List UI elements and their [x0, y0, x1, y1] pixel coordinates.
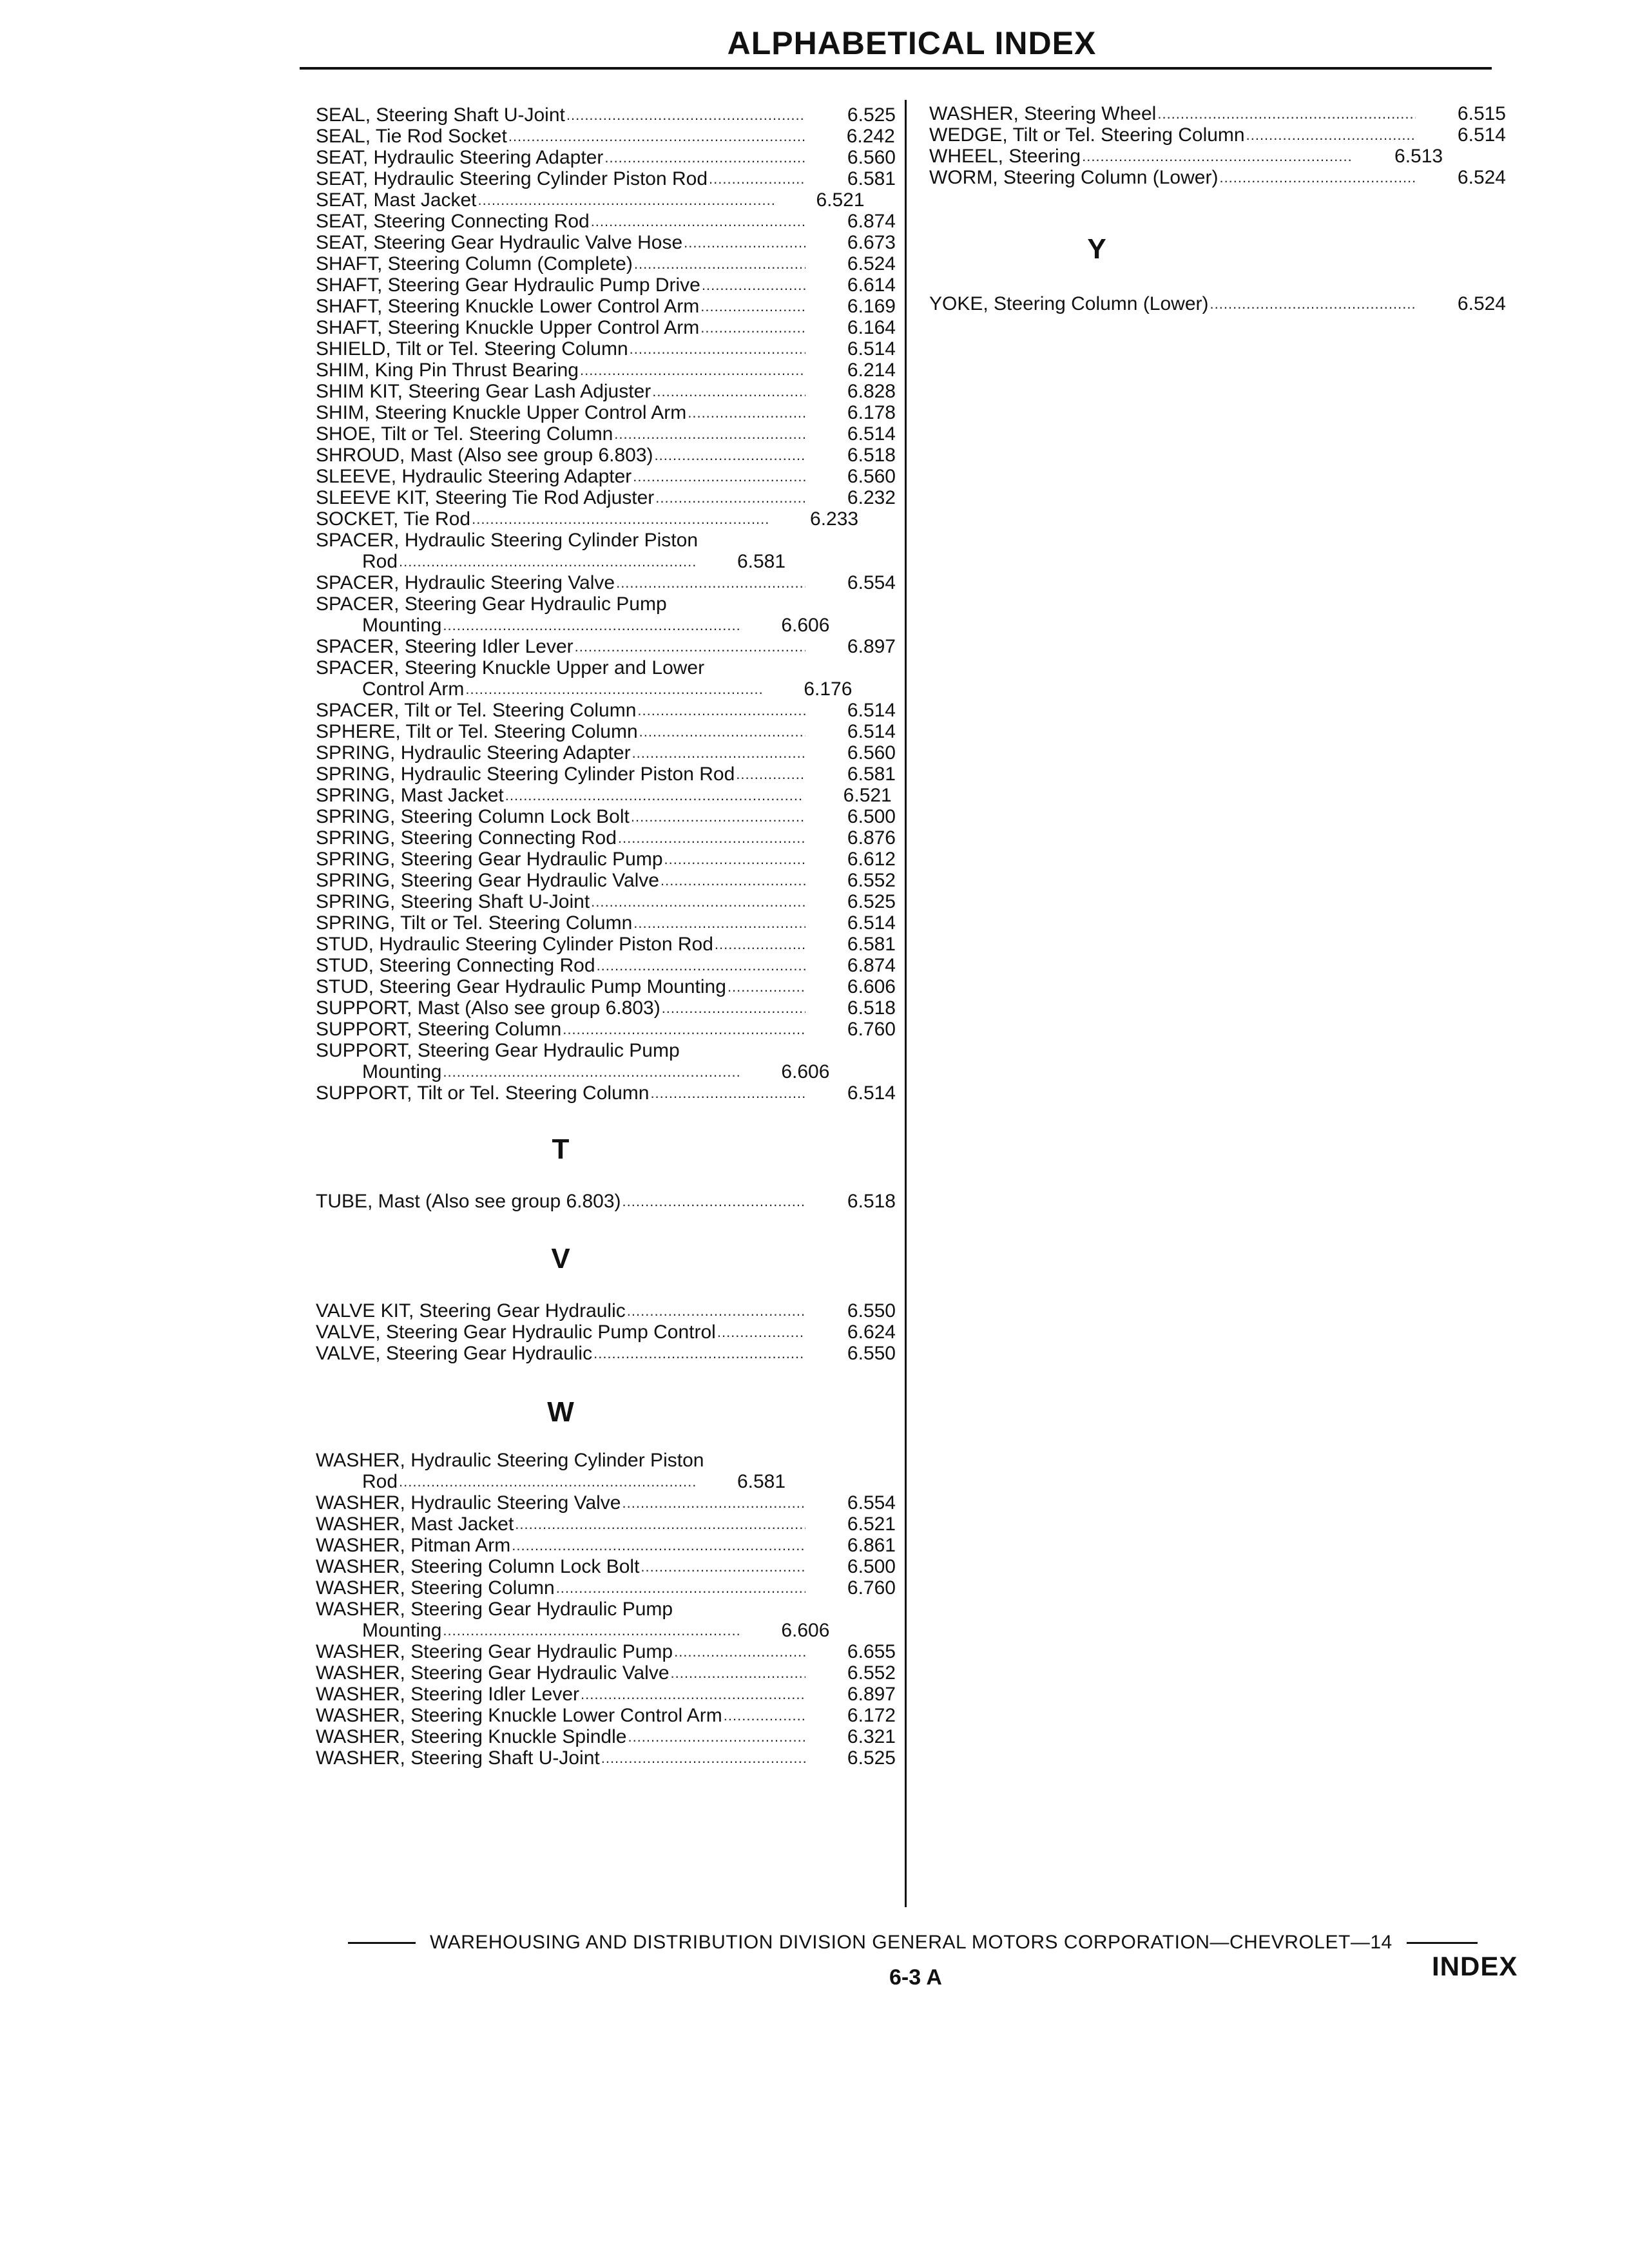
- index-entry: [316, 1019, 896, 1040]
- entry-name: SPRING, Tilt or Tel. Steering Column: [316, 912, 633, 934]
- dot-leader: [618, 827, 805, 849]
- index-entry: [316, 1343, 896, 1364]
- entry-name: WASHER, Steering Knuckle Lower Control Arm: [316, 1705, 722, 1726]
- entry-name: WASHER, Steering Gear Hydraulic Pump: [316, 1599, 673, 1620]
- entry-group-number: 6.214: [847, 360, 896, 381]
- dot-leader: [443, 1620, 739, 1641]
- entry-group-number: 6.524: [1457, 167, 1506, 188]
- entry-group-number: 6.606: [781, 1061, 830, 1082]
- entry-continuation: [316, 1471, 896, 1492]
- entry-group-number: 6.514: [847, 700, 896, 721]
- entry-name: TUBE, Mast (Also see group 6.803): [316, 1191, 621, 1212]
- index-entry: [929, 124, 1506, 146]
- dot-leader: [443, 1061, 739, 1082]
- entry-group-number: 6.624: [847, 1321, 896, 1343]
- entry-group-number: 6.550: [847, 1300, 896, 1321]
- entry-group-number: 6.560: [847, 466, 896, 487]
- index-entry: [316, 211, 896, 232]
- entry-name: SPRING, Hydraulic Steering Cylinder Piston Rod: [316, 764, 735, 785]
- index-entry: [316, 657, 896, 700]
- entry-group-number: 6.552: [847, 1662, 896, 1684]
- dot-leader: [505, 785, 802, 806]
- entry-name-continued: Control Arm: [362, 678, 465, 700]
- entry-name-continued: Mounting: [362, 615, 442, 636]
- entry-name: SPACER, Hydraulic Steering Cylinder Piston: [316, 530, 699, 551]
- entry-name: SPRING, Steering Gear Hydraulic Pump: [316, 849, 663, 870]
- entry-group-number: 6.612: [847, 849, 896, 870]
- entry-name: WASHER, Steering Knuckle Spindle: [316, 1726, 627, 1747]
- entry-group-number: 6.514: [847, 912, 896, 934]
- entry-name: SHAFT, Steering Column (Complete): [316, 253, 633, 274]
- index-entry: [316, 423, 896, 445]
- dot-leader: [566, 104, 805, 126]
- entry-name: WEDGE, Tilt or Tel. Steering Column: [929, 124, 1245, 146]
- entry-name: WASHER, Steering Column Lock Bolt: [316, 1556, 640, 1577]
- index-entry: [316, 1577, 896, 1599]
- dot-leader: [641, 1556, 805, 1577]
- entry-name: WASHER, Steering Wheel: [929, 103, 1157, 124]
- entry-name: SEAL, Tie Rod Socket: [316, 126, 507, 147]
- index-list: [316, 1191, 902, 1212]
- index-entry: [316, 1556, 896, 1577]
- index-entry: [316, 126, 896, 147]
- entry-name: SLEEVE, Hydraulic Steering Adapter: [316, 466, 632, 487]
- entry-name: WORM, Steering Column (Lower): [929, 167, 1219, 188]
- page-title: ALPHABETICAL INDEX: [727, 25, 1097, 61]
- entry-group-number: 6.514: [847, 721, 896, 742]
- entry-name: SEAL, Steering Shaft U-Joint: [316, 104, 565, 126]
- index-entry: [316, 976, 896, 997]
- index-list: [929, 293, 1509, 314]
- dot-leader: [614, 423, 805, 445]
- entry-name: SPRING, Mast Jacket: [316, 785, 504, 806]
- index-entry: [316, 1300, 896, 1321]
- entry-name: SLEEVE KIT, Steering Tie Rod Adjuster: [316, 487, 655, 508]
- index-entry: [316, 1747, 896, 1769]
- dot-leader: [724, 1705, 805, 1726]
- dot-leader: [593, 1343, 805, 1364]
- dot-leader: [575, 636, 805, 657]
- index-entry: [316, 636, 896, 657]
- dot-leader: [688, 402, 805, 423]
- entry-group-number: 6.552: [847, 870, 896, 891]
- entry-group-number: 6.550: [847, 1343, 896, 1364]
- entry-name: SPHERE, Tilt or Tel. Steering Column: [316, 721, 638, 742]
- dot-leader: [616, 572, 805, 593]
- index-entry: [316, 997, 896, 1019]
- entry-name: SHOE, Tilt or Tel. Steering Column: [316, 423, 613, 445]
- dot-leader: [399, 551, 695, 572]
- dot-leader: [1246, 124, 1416, 146]
- entry-group-number: 6.518: [847, 445, 896, 466]
- index-entry: [316, 1599, 896, 1641]
- entry-name: SHAFT, Steering Knuckle Lower Control Arm: [316, 296, 700, 317]
- index-entry: [316, 806, 896, 827]
- footer-text: WAREHOUSING AND DISTRIBUTION DIVISION GENERAL MOTORS CORPORATION—CHEVROLET—14: [430, 1932, 1393, 1953]
- index-entry: [316, 572, 896, 593]
- entry-group-number: 6.233: [810, 508, 859, 530]
- dot-leader: [591, 211, 805, 232]
- entry-group-number: 6.897: [847, 636, 896, 657]
- index-entry: [316, 253, 896, 274]
- entry-name-continued: Mounting: [362, 1061, 442, 1082]
- right-column: [929, 103, 1509, 314]
- page-number: 6-3 A: [889, 1965, 942, 1990]
- entry-name: SEAT, Steering Connecting Rod: [316, 211, 590, 232]
- dot-leader: [630, 338, 805, 360]
- entry-group-number: 6.514: [847, 338, 896, 360]
- entry-name: SEAT, Hydraulic Steering Adapter: [316, 147, 604, 168]
- entry-name: SPACER, Tilt or Tel. Steering Column: [316, 700, 637, 721]
- entry-name: SUPPORT, Tilt or Tel. Steering Column: [316, 1082, 650, 1104]
- dot-leader: [604, 147, 805, 168]
- entry-name: SHROUD, Mast (Also see group 6.803): [316, 445, 653, 466]
- index-entry: [929, 146, 1506, 167]
- entry-group-number: 6.614: [847, 274, 896, 296]
- entry-group-number: 6.655: [847, 1641, 896, 1662]
- dot-leader: [399, 1471, 695, 1492]
- dot-leader: [700, 317, 805, 338]
- dot-leader: [1210, 293, 1416, 314]
- index-entry: [316, 912, 896, 934]
- entry-name: WASHER, Steering Gear Hydraulic Valve: [316, 1662, 670, 1684]
- dot-leader: [601, 1747, 805, 1769]
- dot-leader: [633, 912, 805, 934]
- index-entry: [316, 870, 896, 891]
- entry-name: SPRING, Steering Column Lock Bolt: [316, 806, 630, 827]
- index-entry: [316, 487, 896, 508]
- index-entry: [316, 317, 896, 338]
- entry-name-continued: Mounting: [362, 1620, 442, 1641]
- dot-leader: [717, 1321, 805, 1343]
- entry-name: SPRING, Steering Shaft U-Joint: [316, 891, 590, 912]
- dot-leader: [515, 1514, 805, 1535]
- entry-name: WASHER, Mast Jacket: [316, 1514, 514, 1535]
- dot-leader: [660, 870, 805, 891]
- dot-leader: [628, 1726, 805, 1747]
- index-entry: [316, 955, 896, 976]
- dot-leader: [736, 764, 805, 785]
- dot-leader: [715, 934, 805, 955]
- index-entry: [316, 827, 896, 849]
- entry-name: SPRING, Steering Connecting Rod: [316, 827, 617, 849]
- index-list: [929, 103, 1509, 188]
- index-list: [316, 1450, 902, 1769]
- entry-name: SUPPORT, Steering Column: [316, 1019, 562, 1040]
- index-entry: [316, 1726, 896, 1747]
- entry-name: WASHER, Steering Shaft U-Joint: [316, 1747, 600, 1769]
- entry-group-number: 6.581: [847, 934, 896, 955]
- dot-leader: [465, 678, 762, 700]
- entry-name: WASHER, Steering Idler Lever: [316, 1684, 580, 1705]
- dot-leader: [443, 615, 739, 636]
- index-entry: [316, 721, 896, 742]
- entry-name: WASHER, Pitman Arm: [316, 1535, 511, 1556]
- entry-name: SHIM, King Pin Thrust Bearing: [316, 360, 579, 381]
- entry-group-number: 6.874: [847, 955, 896, 976]
- entry-name: YOKE, Steering Column (Lower): [929, 293, 1209, 314]
- index-entry: [316, 466, 896, 487]
- dot-leader: [662, 997, 805, 1019]
- entry-group-number: 6.581: [737, 551, 786, 572]
- entry-group-number: 6.525: [847, 891, 896, 912]
- dot-leader: [634, 253, 805, 274]
- entry-name: SHAFT, Steering Knuckle Upper Control Arm: [316, 317, 700, 338]
- index-entry: [316, 530, 896, 572]
- entry-group-number: 6.525: [847, 1747, 896, 1769]
- section-letter-y: Y: [1087, 233, 1106, 265]
- index-entry: [316, 1082, 896, 1104]
- entry-group-number: 6.560: [847, 147, 896, 168]
- entry-group-number: 6.514: [1457, 124, 1506, 146]
- entry-group-number: 6.514: [847, 423, 896, 445]
- index-entry: [316, 934, 896, 955]
- index-entry: [316, 1514, 896, 1535]
- dot-leader: [633, 466, 805, 487]
- dot-leader: [674, 1641, 805, 1662]
- entry-group-number: 6.861: [847, 1535, 896, 1556]
- entry-name: VALVE, Steering Gear Hydraulic Pump Control: [316, 1321, 716, 1343]
- index-entry: [316, 274, 896, 296]
- dot-leader: [472, 508, 768, 530]
- dot-leader: [639, 721, 805, 742]
- entry-group-number: 6.242: [846, 126, 895, 147]
- entry-group-number: 6.606: [847, 976, 896, 997]
- entry-name: SPACER, Steering Knuckle Upper and Lower: [316, 657, 705, 678]
- dot-leader: [556, 1577, 805, 1599]
- index-entry: [316, 338, 896, 360]
- entry-group-number: 6.232: [847, 487, 896, 508]
- index-entry: [316, 849, 896, 870]
- index-entry: [316, 1450, 896, 1492]
- index-entry: [316, 1040, 896, 1082]
- dot-leader: [478, 189, 775, 211]
- entry-name: SPACER, Steering Gear Hydraulic Pump: [316, 593, 667, 615]
- entry-group-number: 6.518: [847, 997, 896, 1019]
- entry-name: SUPPORT, Steering Gear Hydraulic Pump: [316, 1040, 680, 1061]
- dot-leader: [508, 126, 805, 147]
- entry-group-number: 6.178: [847, 402, 896, 423]
- entry-name: SHIM, Steering Knuckle Upper Control Arm: [316, 402, 687, 423]
- index-entry: [316, 360, 896, 381]
- index-entry: [316, 1641, 896, 1662]
- entry-name: SPRING, Hydraulic Steering Adapter: [316, 742, 631, 764]
- index-entry: [316, 296, 896, 317]
- index-entry: [316, 764, 896, 785]
- entry-name: SPACER, Hydraulic Steering Valve: [316, 572, 615, 593]
- index-entry: [316, 232, 896, 253]
- index-entry: [316, 742, 896, 764]
- index-entry: [316, 445, 896, 466]
- entry-group-number: 6.169: [847, 296, 896, 317]
- dot-leader: [627, 1300, 805, 1321]
- entry-name: VALVE KIT, Steering Gear Hydraulic: [316, 1300, 626, 1321]
- entry-group-number: 6.500: [847, 806, 896, 827]
- footer-rule-left: [348, 1942, 416, 1944]
- corner-label: INDEX: [1432, 1951, 1518, 1981]
- entry-group-number: 6.581: [847, 764, 896, 785]
- entry-name: SEAT, Hydraulic Steering Cylinder Piston Rod: [316, 168, 708, 189]
- dot-leader: [728, 976, 805, 997]
- entry-group-number: 6.521: [843, 785, 892, 806]
- entry-name-continued: Rod: [362, 1471, 398, 1492]
- dot-leader: [622, 1492, 806, 1514]
- entry-group-number: 6.554: [847, 572, 896, 593]
- entry-continuation: [316, 615, 896, 636]
- index-entry: [316, 508, 896, 530]
- entry-name: VALVE, Steering Gear Hydraulic: [316, 1343, 593, 1364]
- entry-group-number: 6.554: [847, 1492, 896, 1514]
- entry-group-number: 6.876: [847, 827, 896, 849]
- entry-group-number: 6.515: [1457, 103, 1506, 124]
- entry-name: WHEEL, Steering: [929, 146, 1081, 167]
- dot-leader: [700, 296, 805, 317]
- entry-group-number: 6.164: [847, 317, 896, 338]
- dot-leader: [580, 360, 805, 381]
- entry-name: STUD, Steering Gear Hydraulic Pump Mounting: [316, 976, 726, 997]
- entry-group-number: 6.606: [781, 615, 830, 636]
- entry-name: STUD, Steering Connecting Rod: [316, 955, 595, 976]
- index-entry: [316, 1684, 896, 1705]
- index-entry: [316, 1705, 896, 1726]
- dot-leader: [597, 955, 805, 976]
- entry-group-number: 6.321: [847, 1726, 896, 1747]
- dot-leader: [671, 1662, 805, 1684]
- entry-group-number: 6.514: [847, 1082, 896, 1104]
- entry-group-number: 6.521: [847, 1514, 896, 1535]
- entry-name: SUPPORT, Mast (Also see group 6.803): [316, 997, 660, 1019]
- entry-group-number: 6.760: [847, 1019, 896, 1040]
- index-entry: [316, 1191, 896, 1212]
- entry-name: SHIELD, Tilt or Tel. Steering Column: [316, 338, 628, 360]
- entry-name: WASHER, Steering Gear Hydraulic Pump: [316, 1641, 673, 1662]
- footer-rule-right: [1407, 1942, 1478, 1944]
- entry-group-number: 6.524: [847, 253, 896, 274]
- entry-name: WASHER, Hydraulic Steering Valve: [316, 1492, 621, 1514]
- index-entry: [929, 103, 1506, 124]
- index-entry: [316, 700, 896, 721]
- dot-leader: [631, 806, 805, 827]
- title-rule: [300, 67, 1492, 70]
- index-entry: [316, 147, 896, 168]
- entry-group-number: 6.581: [847, 168, 896, 189]
- entry-name-continued: Rod: [362, 551, 398, 572]
- index-list: [316, 104, 902, 1104]
- entry-group-number: 6.525: [847, 104, 896, 126]
- entry-name: SPACER, Steering Idler Lever: [316, 636, 574, 657]
- entry-name: WASHER, Hydraulic Steering Cylinder Piston: [316, 1450, 704, 1471]
- entry-group-number: 6.606: [781, 1620, 830, 1641]
- entry-group-number: 6.172: [847, 1705, 896, 1726]
- entry-name: SEAT, Mast Jacket: [316, 189, 477, 211]
- dot-leader: [632, 742, 805, 764]
- dot-leader: [591, 891, 805, 912]
- dot-leader: [1219, 167, 1416, 188]
- entry-group-number: 6.673: [847, 232, 896, 253]
- entry-group-number: 6.518: [847, 1191, 896, 1212]
- entry-group-number: 6.524: [1457, 293, 1506, 314]
- entry-group-number: 6.513: [1394, 146, 1443, 167]
- entry-name: SPRING, Steering Gear Hydraulic Valve: [316, 870, 659, 891]
- dot-leader: [655, 445, 805, 466]
- index-entry: [316, 785, 896, 806]
- section-letter-t: T: [552, 1133, 570, 1165]
- column-divider: [905, 100, 907, 1907]
- index-entry: [929, 293, 1506, 314]
- dot-leader: [709, 168, 805, 189]
- entry-group-number: 6.560: [847, 742, 896, 764]
- index-entry: [316, 168, 896, 189]
- index-entry: [316, 891, 896, 912]
- index-entry: [929, 167, 1506, 188]
- entry-group-number: 6.500: [847, 1556, 896, 1577]
- entry-group-number: 6.897: [847, 1684, 896, 1705]
- dot-leader: [702, 274, 805, 296]
- index-entry: [316, 189, 896, 211]
- dot-leader: [652, 381, 805, 402]
- entry-group-number: 6.581: [737, 1471, 786, 1492]
- entry-continuation: [316, 551, 896, 572]
- dot-leader: [684, 232, 805, 253]
- index-entry: [316, 1321, 896, 1343]
- dot-leader: [655, 487, 805, 508]
- entry-name: SHIM KIT, Steering Gear Lash Adjuster: [316, 381, 651, 402]
- dot-leader: [563, 1019, 805, 1040]
- dot-leader: [637, 700, 805, 721]
- entry-name: SOCKET, Tie Rod: [316, 508, 471, 530]
- index-entry: [316, 104, 896, 126]
- entry-name: SHAFT, Steering Gear Hydraulic Pump Drive: [316, 274, 700, 296]
- entry-name: SEAT, Steering Gear Hydraulic Valve Hose: [316, 232, 683, 253]
- dot-leader: [664, 849, 805, 870]
- dot-leader: [581, 1684, 805, 1705]
- section-letter-w: W: [547, 1396, 574, 1428]
- index-entry: [316, 593, 896, 636]
- left-column: [316, 104, 902, 1769]
- entry-continuation: [316, 678, 896, 700]
- entry-group-number: 6.760: [847, 1577, 896, 1599]
- entry-name: WASHER, Steering Column: [316, 1577, 555, 1599]
- entry-continuation: [316, 1620, 896, 1641]
- index-entry: [316, 1535, 896, 1556]
- index-entry: [316, 1662, 896, 1684]
- dot-leader: [512, 1535, 805, 1556]
- dot-leader: [1082, 146, 1353, 167]
- entry-group-number: 6.828: [847, 381, 896, 402]
- index-entry: [316, 381, 896, 402]
- entry-group-number: 6.521: [816, 189, 865, 211]
- section-letter-v: V: [551, 1243, 570, 1274]
- index-entry: [316, 402, 896, 423]
- index-list: [316, 1300, 902, 1364]
- entry-group-number: 6.176: [804, 678, 853, 700]
- entry-group-number: 6.874: [847, 211, 896, 232]
- footer: [348, 1930, 1495, 1956]
- entry-name: STUD, Hydraulic Steering Cylinder Piston Rod: [316, 934, 713, 955]
- dot-leader: [650, 1082, 805, 1104]
- index-entry: [316, 1492, 896, 1514]
- dot-leader: [1157, 103, 1416, 124]
- dot-leader: [622, 1191, 805, 1212]
- entry-continuation: [316, 1061, 896, 1082]
